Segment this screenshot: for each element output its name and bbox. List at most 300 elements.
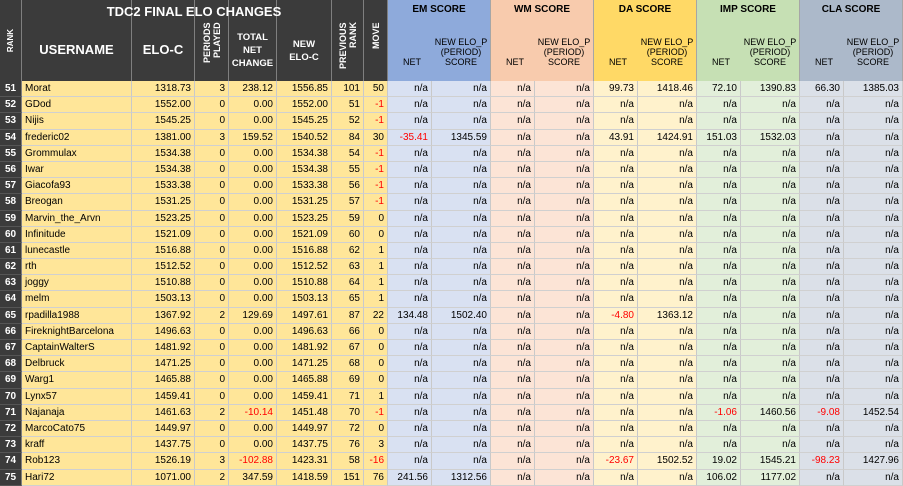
da-newelo-cell: n/a — [638, 421, 697, 437]
imp-newelo-cell: n/a — [741, 227, 800, 243]
cla-newelo-cell: n/a — [844, 324, 903, 340]
username-cell: Giacofa93 — [22, 178, 132, 194]
total-net-change-cell: 0.00 — [229, 389, 277, 405]
cla-net-cell: n/a — [800, 437, 844, 453]
em-score-header: EM SCORE NET NEW ELO_P (PERIOD) SCORE — [388, 0, 491, 81]
periods-played-cell: 0 — [195, 178, 229, 194]
table-row — [0, 389, 903, 405]
periods-played-cell: 0 — [195, 97, 229, 113]
da-newelo-cell: 1424.91 — [638, 130, 697, 146]
imp-net-cell: -1.06 — [697, 405, 741, 421]
da-net-cell: n/a — [594, 194, 638, 210]
move-cell: 0 — [364, 421, 388, 437]
previous-rank-cell: 87 — [332, 308, 364, 324]
total-net-change-cell: 0.00 — [229, 275, 277, 291]
cla-net-cell: n/a — [800, 194, 844, 210]
move-cell: 1 — [364, 291, 388, 307]
em-net-cell: n/a — [388, 97, 432, 113]
table-row — [0, 211, 903, 227]
previous-rank-cell: 58 — [332, 453, 364, 469]
username-header: USERNAME — [22, 0, 132, 81]
periods-played-cell: 3 — [195, 130, 229, 146]
table-row — [0, 194, 903, 210]
cla-newelo-cell: n/a — [844, 162, 903, 178]
rank-cell: 72 — [0, 421, 22, 437]
username-cell: melm — [22, 291, 132, 307]
wm-net-cell: n/a — [491, 372, 535, 388]
total-net-change-cell: 0.00 — [229, 178, 277, 194]
em-newelo-cell: 1312.56 — [432, 470, 491, 486]
em-net-cell: 241.56 — [388, 470, 432, 486]
cla-net-cell: n/a — [800, 178, 844, 194]
da-net-cell: n/a — [594, 356, 638, 372]
da-net-cell: n/a — [594, 259, 638, 275]
username-cell: Najanaja — [22, 405, 132, 421]
da-net-cell: n/a — [594, 324, 638, 340]
new-elo-c-header: NEW ELO-C — [277, 0, 332, 81]
elo-c-cell: 1496.63 — [132, 324, 195, 340]
previous-rank-cell: 72 — [332, 421, 364, 437]
total-net-change-cell: 0.00 — [229, 211, 277, 227]
wm-newelo-cell: n/a — [535, 259, 594, 275]
rank-cell: 59 — [0, 211, 22, 227]
move-cell: 22 — [364, 308, 388, 324]
elo-c-cell: 1516.88 — [132, 243, 195, 259]
periods-played-cell: 0 — [195, 227, 229, 243]
elo-c-cell: 1459.41 — [132, 389, 195, 405]
da-newelo-cell: n/a — [638, 211, 697, 227]
wm-newelo-cell: n/a — [535, 178, 594, 194]
new-elo-c-cell: 1459.41 — [277, 389, 332, 405]
imp-newelo-cell: n/a — [741, 178, 800, 194]
previous-rank-cell: 71 — [332, 389, 364, 405]
new-elo-c-cell: 1552.00 — [277, 97, 332, 113]
total-net-change-cell: 0.00 — [229, 97, 277, 113]
imp-newelo-cell: n/a — [741, 194, 800, 210]
elo-c-cell: 1531.25 — [132, 194, 195, 210]
da-net-cell: n/a — [594, 227, 638, 243]
periods-played-cell: 0 — [195, 162, 229, 178]
da-newelo-cell: 1502.52 — [638, 453, 697, 469]
username-cell: Delbruck — [22, 356, 132, 372]
wm-net-cell: n/a — [491, 356, 535, 372]
em-newelo-cell: n/a — [432, 227, 491, 243]
cla-newelo-cell: n/a — [844, 275, 903, 291]
total-net-change-cell: 238.12 — [229, 81, 277, 97]
move-cell: 0 — [364, 372, 388, 388]
wm-newelo-cell: n/a — [535, 421, 594, 437]
em-newelo-cell: n/a — [432, 243, 491, 259]
move-cell: -1 — [364, 97, 388, 113]
wm-newelo-cell: n/a — [535, 194, 594, 210]
table-row — [0, 324, 903, 340]
cla-newelo-cell: n/a — [844, 437, 903, 453]
cla-net-cell: n/a — [800, 97, 844, 113]
cla-net-cell: n/a — [800, 113, 844, 129]
imp-net-cell: n/a — [697, 437, 741, 453]
previous-rank-cell: 68 — [332, 356, 364, 372]
cla-newelo-cell: 1427.96 — [844, 453, 903, 469]
periods-played-cell: 0 — [195, 324, 229, 340]
previous-rank-cell: 76 — [332, 437, 364, 453]
wm-newelo-cell: n/a — [535, 389, 594, 405]
total-net-change-cell: 129.69 — [229, 308, 277, 324]
imp-newelo-cell: n/a — [741, 389, 800, 405]
previous-rank-cell: 56 — [332, 178, 364, 194]
da-net-cell: -23.67 — [594, 453, 638, 469]
imp-newelo-cell: 1460.56 — [741, 405, 800, 421]
wm-net-cell: n/a — [491, 162, 535, 178]
new-elo-c-cell: 1534.38 — [277, 146, 332, 162]
rank-cell: 66 — [0, 324, 22, 340]
em-newelo-cell: n/a — [432, 113, 491, 129]
move-cell: 1 — [364, 243, 388, 259]
imp-net-cell: n/a — [697, 243, 741, 259]
cla-net-cell: n/a — [800, 372, 844, 388]
imp-net-cell: n/a — [697, 340, 741, 356]
wm-newelo-cell: n/a — [535, 470, 594, 486]
total-net-change-cell: 0.00 — [229, 421, 277, 437]
da-net-cell: n/a — [594, 146, 638, 162]
da-newelo-cell: n/a — [638, 405, 697, 421]
total-net-change-cell: 0.00 — [229, 146, 277, 162]
username-cell: frederic02 — [22, 130, 132, 146]
wm-newelo-cell: n/a — [535, 340, 594, 356]
username-cell: rpadilla1988 — [22, 308, 132, 324]
periods-played-cell: 2 — [195, 308, 229, 324]
wm-net-cell: n/a — [491, 211, 535, 227]
previous-rank-cell: 60 — [332, 227, 364, 243]
da-newelo-cell: n/a — [638, 97, 697, 113]
em-newelo-cell: n/a — [432, 405, 491, 421]
rank-cell: 63 — [0, 275, 22, 291]
em-newelo-cell: 1345.59 — [432, 130, 491, 146]
new-elo-c-cell: 1533.38 — [277, 178, 332, 194]
imp-newelo-cell: n/a — [741, 437, 800, 453]
previous-rank-cell: 67 — [332, 340, 364, 356]
imp-newelo-cell: n/a — [741, 259, 800, 275]
table-row — [0, 81, 903, 97]
total-net-change-cell: -10.14 — [229, 405, 277, 421]
em-newelo-cell: n/a — [432, 437, 491, 453]
wm-net-cell: n/a — [491, 97, 535, 113]
elo-c-cell: 1318.73 — [132, 81, 195, 97]
table-row — [0, 372, 903, 388]
new-elo-c-cell: 1423.31 — [277, 453, 332, 469]
total-net-change-cell: 347.59 — [229, 470, 277, 486]
imp-newelo-cell: 1532.03 — [741, 130, 800, 146]
cla-net-cell: n/a — [800, 259, 844, 275]
em-newelo-cell: n/a — [432, 162, 491, 178]
data-rows — [0, 81, 903, 486]
wm-newelo-cell: n/a — [535, 162, 594, 178]
em-net-cell: n/a — [388, 356, 432, 372]
da-newelo-cell: n/a — [638, 227, 697, 243]
imp-net-cell: 72.10 — [697, 81, 741, 97]
imp-net-cell: n/a — [697, 162, 741, 178]
new-elo-c-cell: 1465.88 — [277, 372, 332, 388]
wm-net-cell: n/a — [491, 113, 535, 129]
rank-cell: 52 — [0, 97, 22, 113]
rank-cell: 74 — [0, 453, 22, 469]
cla-net-cell: n/a — [800, 340, 844, 356]
periods-played-cell: 3 — [195, 81, 229, 97]
move-cell: 1 — [364, 259, 388, 275]
elo-c-cell: 1471.25 — [132, 356, 195, 372]
previous-rank-cell: 70 — [332, 405, 364, 421]
wm-newelo-cell: n/a — [535, 405, 594, 421]
cla-newelo-cell: 1385.03 — [844, 81, 903, 97]
em-net-cell: n/a — [388, 113, 432, 129]
periods-played-cell: 0 — [195, 437, 229, 453]
cla-net-cell: n/a — [800, 243, 844, 259]
em-newelo-cell: n/a — [432, 259, 491, 275]
imp-newelo-cell: 1390.83 — [741, 81, 800, 97]
em-net-cell: n/a — [388, 324, 432, 340]
wm-net-cell: n/a — [491, 259, 535, 275]
move-cell: 50 — [364, 81, 388, 97]
wm-newelo-cell: n/a — [535, 146, 594, 162]
imp-net-cell: n/a — [697, 372, 741, 388]
em-net-cell: n/a — [388, 372, 432, 388]
periods-played-cell: 2 — [195, 470, 229, 486]
rank-cell: 73 — [0, 437, 22, 453]
periods-played-cell: 0 — [195, 194, 229, 210]
cla-newelo-cell: n/a — [844, 97, 903, 113]
move-cell: -1 — [364, 178, 388, 194]
new-elo-c-cell: 1516.88 — [277, 243, 332, 259]
cla-newelo-cell: n/a — [844, 130, 903, 146]
imp-net-cell: n/a — [697, 194, 741, 210]
elo-c-cell: 1381.00 — [132, 130, 195, 146]
table-row — [0, 340, 903, 356]
username-cell: lunecastle — [22, 243, 132, 259]
da-newelo-cell: n/a — [638, 162, 697, 178]
new-elo-c-cell: 1471.25 — [277, 356, 332, 372]
cla-net-cell: n/a — [800, 291, 844, 307]
da-newelo-cell: n/a — [638, 340, 697, 356]
wm-net-cell: n/a — [491, 324, 535, 340]
previous-rank-cell: 69 — [332, 372, 364, 388]
em-newelo-cell: 1502.40 — [432, 308, 491, 324]
wm-net-cell: n/a — [491, 437, 535, 453]
em-net-cell: -35.41 — [388, 130, 432, 146]
username-cell: Nijis — [22, 113, 132, 129]
imp-net-cell: n/a — [697, 275, 741, 291]
em-newelo-cell: n/a — [432, 194, 491, 210]
wm-net-cell: n/a — [491, 130, 535, 146]
da-net-cell: n/a — [594, 405, 638, 421]
move-cell: -1 — [364, 113, 388, 129]
da-newelo-cell: n/a — [638, 389, 697, 405]
table-row — [0, 113, 903, 129]
elo-c-cell: 1449.97 — [132, 421, 195, 437]
em-net-cell: n/a — [388, 81, 432, 97]
da-net-cell: n/a — [594, 113, 638, 129]
wm-net-cell: n/a — [491, 340, 535, 356]
wm-newelo-cell: n/a — [535, 243, 594, 259]
em-newelo-cell: n/a — [432, 211, 491, 227]
da-net-cell: 99.73 — [594, 81, 638, 97]
username-cell: Marvin_the_Arvn — [22, 211, 132, 227]
move-cell: -1 — [364, 146, 388, 162]
wm-net-cell: n/a — [491, 453, 535, 469]
table-row — [0, 356, 903, 372]
new-elo-c-cell: 1496.63 — [277, 324, 332, 340]
new-elo-c-cell: 1449.97 — [277, 421, 332, 437]
total-net-change-cell: 0.00 — [229, 113, 277, 129]
cla-net-cell: n/a — [800, 227, 844, 243]
imp-newelo-cell: n/a — [741, 162, 800, 178]
username-cell: MarcoCato75 — [22, 421, 132, 437]
wm-newelo-cell: n/a — [535, 453, 594, 469]
wm-net-cell: n/a — [491, 405, 535, 421]
move-cell: 1 — [364, 275, 388, 291]
imp-newelo-cell: n/a — [741, 113, 800, 129]
cla-net-cell: n/a — [800, 389, 844, 405]
em-net-cell: n/a — [388, 405, 432, 421]
cla-net-cell: n/a — [800, 162, 844, 178]
cla-newelo-cell: n/a — [844, 372, 903, 388]
cla-newelo-cell: n/a — [844, 113, 903, 129]
imp-net-cell: 106.02 — [697, 470, 741, 486]
rank-cell: 56 — [0, 162, 22, 178]
new-elo-c-cell: 1534.38 — [277, 162, 332, 178]
table-row — [0, 178, 903, 194]
cla-newelo-cell: 1452.54 — [844, 405, 903, 421]
em-net-cell: n/a — [388, 194, 432, 210]
table-row — [0, 130, 903, 146]
wm-net-cell: n/a — [491, 146, 535, 162]
periods-played-cell: 0 — [195, 259, 229, 275]
new-elo-c-cell: 1503.13 — [277, 291, 332, 307]
previous-rank-cell: 63 — [332, 259, 364, 275]
rank-cell: 70 — [0, 389, 22, 405]
periods-played-cell: 0 — [195, 113, 229, 129]
em-newelo-cell: n/a — [432, 340, 491, 356]
new-elo-c-cell: 1556.85 — [277, 81, 332, 97]
da-score-header: DA SCORE NET NEW ELO_P (PERIOD) SCORE — [594, 0, 697, 81]
da-net-cell: n/a — [594, 97, 638, 113]
wm-net-cell: n/a — [491, 81, 535, 97]
move-cell: 0 — [364, 211, 388, 227]
cla-newelo-cell: n/a — [844, 194, 903, 210]
periods-played-cell: 0 — [195, 372, 229, 388]
total-net-change-cell: 0.00 — [229, 162, 277, 178]
cla-net-cell: n/a — [800, 146, 844, 162]
em-net-cell: 134.48 — [388, 308, 432, 324]
rank-cell: 75 — [0, 470, 22, 486]
elo-c-cell: 1545.25 — [132, 113, 195, 129]
new-elo-c-cell: 1521.09 — [277, 227, 332, 243]
elo-c-cell: 1534.38 — [132, 146, 195, 162]
elo-c-cell: 1071.00 — [132, 470, 195, 486]
cla-net-cell: n/a — [800, 356, 844, 372]
em-net-cell: n/a — [388, 340, 432, 356]
em-net-cell: n/a — [388, 437, 432, 453]
username-cell: Iwar — [22, 162, 132, 178]
previous-rank-cell: 64 — [332, 275, 364, 291]
username-cell: Infinitude — [22, 227, 132, 243]
da-newelo-cell: n/a — [638, 194, 697, 210]
imp-net-cell: n/a — [697, 324, 741, 340]
em-net-cell: n/a — [388, 146, 432, 162]
rank-cell: 58 — [0, 194, 22, 210]
elo-c-cell: 1437.75 — [132, 437, 195, 453]
wm-net-cell: n/a — [491, 194, 535, 210]
cla-net-cell: -98.23 — [800, 453, 844, 469]
wm-newelo-cell: n/a — [535, 97, 594, 113]
table-row — [0, 275, 903, 291]
imp-net-cell: n/a — [697, 291, 741, 307]
periods-played-cell: 0 — [195, 421, 229, 437]
wm-net-cell: n/a — [491, 470, 535, 486]
imp-newelo-cell: n/a — [741, 243, 800, 259]
cla-score-header: CLA SCORE NET NEW ELO_P (PERIOD) SCORE — [800, 0, 903, 81]
previous-rank-cell: 54 — [332, 146, 364, 162]
wm-newelo-cell: n/a — [535, 291, 594, 307]
wm-net-cell: n/a — [491, 308, 535, 324]
elo-c-cell: 1523.25 — [132, 211, 195, 227]
new-elo-c-cell: 1545.25 — [277, 113, 332, 129]
da-net-cell: n/a — [594, 389, 638, 405]
table-row — [0, 453, 903, 469]
wm-newelo-cell: n/a — [535, 308, 594, 324]
rank-header: RANK — [0, 0, 22, 81]
new-elo-c-cell: 1418.59 — [277, 470, 332, 486]
previous-rank-header: PREVIOUS RANK — [332, 0, 364, 81]
cla-newelo-cell: n/a — [844, 308, 903, 324]
imp-score-header: IMP SCORE NET NEW ELO_P (PERIOD) SCORE — [697, 0, 800, 81]
periods-played-cell: 0 — [195, 243, 229, 259]
table-row — [0, 259, 903, 275]
imp-net-cell: n/a — [697, 113, 741, 129]
table-row — [0, 146, 903, 162]
total-net-change-header: TOTAL NET CHANGE — [229, 0, 277, 81]
elo-c-cell: 1552.00 — [132, 97, 195, 113]
da-newelo-cell: n/a — [638, 275, 697, 291]
wm-newelo-cell: n/a — [535, 437, 594, 453]
new-elo-c-cell: 1437.75 — [277, 437, 332, 453]
total-net-change-cell: 0.00 — [229, 356, 277, 372]
cla-net-cell: n/a — [800, 275, 844, 291]
previous-rank-cell: 66 — [332, 324, 364, 340]
wm-newelo-cell: n/a — [535, 130, 594, 146]
rank-cell: 64 — [0, 291, 22, 307]
da-net-cell: n/a — [594, 470, 638, 486]
move-cell: 30 — [364, 130, 388, 146]
previous-rank-cell: 51 — [332, 97, 364, 113]
sheet-title: TDC2 FINAL ELO CHANGES — [106, 3, 282, 19]
previous-rank-cell: 59 — [332, 211, 364, 227]
username-cell: kraff — [22, 437, 132, 453]
cla-net-cell: n/a — [800, 421, 844, 437]
username-cell: Warg1 — [22, 372, 132, 388]
em-net-cell: n/a — [388, 453, 432, 469]
wm-net-cell: n/a — [491, 227, 535, 243]
cla-net-cell: -9.08 — [800, 405, 844, 421]
cla-newelo-cell: n/a — [844, 389, 903, 405]
em-net-cell: n/a — [388, 178, 432, 194]
da-newelo-cell: n/a — [638, 146, 697, 162]
wm-net-cell: n/a — [491, 178, 535, 194]
em-newelo-cell: n/a — [432, 97, 491, 113]
cla-newelo-cell: n/a — [844, 421, 903, 437]
previous-rank-cell: 55 — [332, 162, 364, 178]
periods-played-cell: 3 — [195, 453, 229, 469]
table-row — [0, 162, 903, 178]
em-newelo-cell: n/a — [432, 178, 491, 194]
